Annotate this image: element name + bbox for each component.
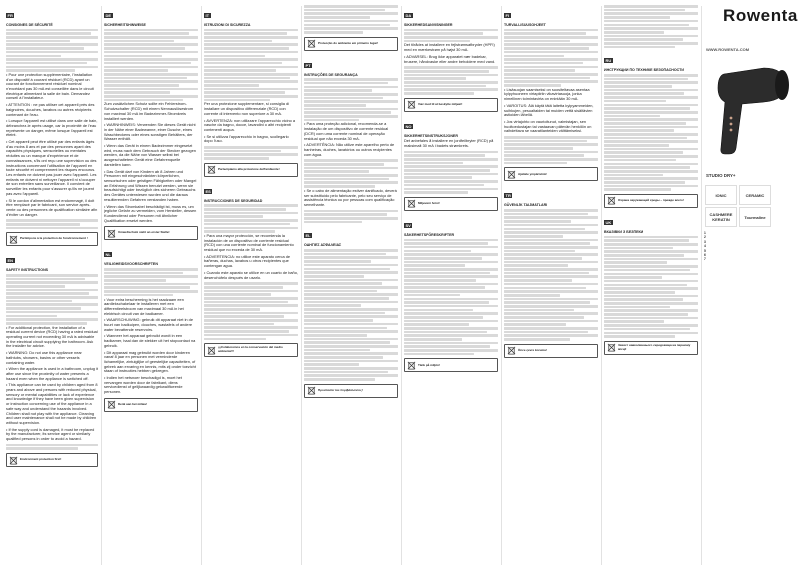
safety-paragraph: • Wenn das Gerät in einem Badezimmer eingesetzt wird, muss nach dem Gebrauch der Stecker gezogen werden, da die Nähe von Wasser selbst bei ausgeschaltetem Gerät eine Gefahrenquelle darstellen kann.	[104, 143, 196, 167]
recycle-icon	[207, 165, 216, 174]
environment-text: Ajattele ympäristöä!	[518, 171, 547, 176]
legend-item: 3	[704, 239, 706, 244]
safety-paragraph: • WAARSCHUWING: gebruik dit apparaat niet in de buurt van badkuipen, douches, wastafels of andere water bevattende reservoirs.	[104, 317, 194, 332]
language-tag: FI	[505, 13, 510, 18]
website-link[interactable]: WWW.ROWENTA.COM	[706, 47, 750, 52]
environment-banner	[6, 232, 98, 246]
section-title: SIKKERHETSINSTRUKSJONER	[404, 133, 458, 138]
environment-banner	[604, 341, 698, 355]
language-tag: NL	[105, 252, 111, 258]
safety-paragraph: • Voor extra bescherming is het raadzaam een aardlekschakelaar te installeren met een differentieelstroom van maximaal 30 mA in het elektrisch circuit van de badkamer.	[104, 296, 184, 316]
environment-text: Umweltschutz steht an erster Stelle!	[118, 230, 170, 235]
environment-banner	[6, 453, 98, 467]
environment-banner	[504, 167, 598, 181]
section-title: SÄKERHETSFÖRESKRIFTER	[404, 232, 455, 237]
feature-tourmaline: Tourmaline	[739, 207, 771, 227]
language-tag: PT	[305, 62, 311, 68]
recycle-icon	[307, 39, 316, 48]
section-title: TURVALLISUUSOHJEET	[504, 23, 546, 27]
language-tag: UK	[605, 219, 612, 225]
legend-item: 1	[704, 231, 706, 235]
safety-paragraph: • Si le cordon d'alimentation est endommagé, il doit être remplacé par le fabricant, son service après-vente ou des personnes de qualification similaire afin d'éviter un danger.	[6, 197, 98, 217]
column-2	[104, 4, 198, 567]
safety-paragraph: • Lisäsuojan saamiseksi on suositeltavaa asentaa kylpyhuoneen virtapiiriin vikavirtasuoja, jonka nimellinen toimintavirta on enintään 30 mA.	[504, 86, 590, 102]
feature-ceramic: CERAMIC	[739, 185, 771, 205]
legend-item: 7	[704, 257, 706, 262]
section-title: INSTRUÇÕES DE SEGURANÇA	[304, 72, 358, 77]
environment-banner	[504, 344, 598, 358]
language-tag: SV	[405, 222, 411, 228]
language-tag: EN	[7, 258, 14, 264]
environment-text: Miljøvern først!	[418, 200, 440, 205]
safety-paragraph: • ADVARSEL: Brug ikke apparatet nær badekar, brusere, håndvaske eller andre beholdere med vand.	[404, 53, 496, 64]
environment-text: ¡¡¡Colaboremos en la conservación del medio ambiente!!!	[218, 345, 283, 354]
legend-item: 2	[704, 235, 706, 240]
safety-paragraph: • Pour une protection supplémentaire, l'installation d'un dispositif à courant résiduel (RCD) ayant un courant de fonctionnement résiduel nominal n'excédant pas 30 mA est conseillée dans le circuit électrique alimentant la salle de bain. Demandez conseil à l'installateur.	[6, 71, 94, 101]
environment-text: Tänk på miljön!	[418, 362, 441, 367]
feature-ionic: IONIC	[705, 185, 737, 205]
environment-text: Environment protection first!	[20, 457, 62, 462]
section-title: SIKKERHEDSANVISNINGER	[404, 23, 453, 27]
recycle-icon	[407, 199, 416, 208]
language-tag: NO	[405, 123, 412, 129]
safety-paragraph: • Das Gerät darf von Kindern ab 8 Jahren und Personen mit eingeschränkten körperlichen, sensorischen oder geistigen Fähigkeiten oder Mangel an Erfahrung und Wissen benutzt werden, wenn sie beaufsichtigt oder bezüglich des sicheren Gebrauchs des Gerätes unterwiesen wurden und die daraus resultierenden Gefahren verstanden haben.	[104, 168, 197, 202]
safety-paragraph: Zum zusätzlichen Schutz sollte ein Fehlerstrom-Schutzschalter (RCD) mit einem Nennauslösestrom von maximal 30 mA im Badezimmer-Stromkreis installiert werden.	[104, 101, 194, 121]
safety-paragraph: • Wenn das Stromkabel beschädigt ist, muss es, um jegliche Gefahr zu vermeiden, vom Hersteller, dessen Kundendienst oder Personen mit ähnlicher Qualifikation ersetzt werden.	[104, 203, 197, 223]
safety-paragraph: • ATTENTION : ne pas utiliser cet appareil près des baignoires, douches, lavabos ou autres récipients contenant de l'eau.	[6, 102, 95, 117]
environment-banner	[404, 197, 498, 211]
column-7	[604, 4, 698, 567]
hair-dryer-illustration	[704, 58, 798, 162]
legend-item: 5	[704, 248, 706, 253]
safety-paragraph: • ADVERTENCIA: no utilice este aparato cerca de bañeras, duchas, lavabos u otros recipientes que contengan agua.	[204, 253, 291, 269]
safety-paragraph: • WARNHINWEIS: Verwenden Sie dieses Gerät nicht in der Nähe einer Badewanne, einer Dusche, eines Waschbeckens oder eines sonstigen Behälters, der Wasser enthält.	[104, 122, 196, 142]
section-title: GÜVENLİK TALİMATLARI	[504, 203, 548, 208]
recycle-icon	[207, 346, 216, 355]
safety-paragraph: Det tilrådes at installere en fejlstrømsafbryder (HPFI) med en mærkestrøm på højst 30 mA.	[404, 42, 495, 53]
legend-item: 4	[704, 244, 706, 249]
section-title: CONSIGNES DE SÉCURITÉ	[6, 23, 53, 27]
environment-text: Partecipiamo alla protezione dell'ambiente!	[218, 166, 280, 171]
recycle-icon	[507, 346, 516, 355]
section-title: VEILIGHEIDSVOORSCHRIFTEN	[104, 262, 158, 267]
safety-paragraph: • Cuando este aparato se utilice en un cuarto de baño, desenchúfelo después de usarlo.	[204, 269, 298, 280]
environment-text: Охрана окружающей среды – прежде всего!	[618, 198, 684, 203]
model-name: STUDIO DRY+	[706, 173, 736, 178]
safety-paragraph: • Indien het netsnoer beschadigd is, moet het vervangen worden door de fabrikant, diens servicedienst of gelijkwaardig gekwalificeerde personen.	[104, 375, 183, 395]
environment-banner	[104, 226, 198, 240]
safety-paragraph: • AVVERTENZA: non utilizzare l'apparecchio vicino a vasche da bagno, docce, lavandini o altri recipienti contenenti acqua.	[204, 117, 296, 132]
safety-paragraph: • Jos virtajohto on vaurioitunut, valmistajan, sen huoltoedustajan tai vastaavan pätevän henkilön on vaihdettava se vaaratilanteiden välttämiseksi.	[504, 118, 592, 134]
language-tag: DE	[105, 13, 112, 18]
recycle-icon	[607, 196, 616, 205]
environment-banner	[404, 358, 498, 372]
recycle-icon	[407, 361, 416, 370]
section-title: SAFETY INSTRUCTIONS	[6, 268, 49, 273]
language-tag: EL	[305, 233, 311, 239]
column-6	[504, 4, 598, 567]
environment-text: Önce çevre koruma!	[518, 347, 547, 352]
section-title: SICHERHEITSHINWEISE	[104, 23, 146, 27]
column-3	[204, 4, 298, 567]
environment-banner	[304, 384, 398, 398]
section-title: ВКАЗІВКИ З БЕЗПЕКИ	[604, 229, 644, 234]
recycle-icon	[507, 170, 516, 179]
language-tag: ES	[205, 188, 211, 194]
safety-paragraph: Det anbefales å installere en jordfeilbryter (RCD) på maksimalt 30 mA i badets strømkrets.	[404, 138, 494, 148]
environment-text: Protecção do ambiente em primeiro lugar!	[318, 40, 379, 45]
column-1	[6, 4, 98, 567]
safety-paragraph: • Para una mayor protección, se recomienda la instalación de un dispositivo de corriente residual (RCD) con una corriente nominal de funcionamiento residual que no exceda de 30 mA.	[204, 232, 294, 253]
safety-paragraph: • Wanneer het apparaat gebruikt wordt in een badkamer, haal dan de stekker uit het stopcontact na gebruik.	[104, 333, 196, 348]
cover-panel	[704, 4, 798, 567]
environment-banner	[604, 194, 698, 208]
environment-banner	[204, 343, 298, 357]
environment-text: Προστασία του περιβάλλοντος!	[318, 387, 363, 392]
recycle-icon	[9, 235, 18, 244]
recycle-icon	[107, 229, 116, 238]
recycle-icon	[607, 343, 616, 352]
recycle-icon	[307, 386, 316, 395]
environment-banner	[104, 398, 198, 412]
recycle-icon	[407, 100, 416, 109]
safety-paragraph: • WARNING: Do not use this appliance near bathtubs, showers, basins or other vessels containing water.	[6, 350, 82, 365]
environment-text: Vær med til at beskytte miljøet!	[418, 101, 463, 106]
recycle-icon	[9, 456, 18, 465]
rowenta-logo: Rowenta	[722, 6, 798, 25]
recycle-icon	[107, 400, 116, 409]
safety-paragraph: • Lorsque l'appareil est utilisé dans une salle de bain, débranchez-le après usage, car la proximité de l'eau représente un danger, même lorsque l'appareil est éteint.	[6, 118, 98, 138]
environment-banner	[204, 163, 298, 177]
environment-text: Захист навколишнього середовища на першому місці!	[618, 342, 691, 351]
environment-banner	[304, 37, 398, 51]
language-tag: RU	[605, 58, 612, 64]
safety-paragraph: • This appliance can be used by children aged from 8 years and above and persons with reduced physical, sensory or mental capabilities or lack of experience and knowledge if they have been given supervision or instruction concerning use of the appliance in a safe way and understand the hazards involved. Children shall not play with the appliance. Cleaning and user maintenance shall not be made by children without supervision.	[6, 382, 98, 425]
column-4	[304, 4, 398, 567]
section-title: INSTRUCCIONES DE SEGURIDAD	[204, 198, 263, 203]
language-tag: TR	[505, 193, 511, 199]
column-5	[404, 4, 498, 567]
language-tag: DA	[405, 13, 412, 18]
safety-paragraph: • Dit apparaat mag gebruikt worden door kinderen vanaf 8 jaar en personen met verminderde lichamelijke, zintuiglijke of geestelijke capaciteiten, of gebrek aan ervaring en kennis, mits zij onder toezicht staan of instructies hebben gekregen.	[104, 349, 196, 374]
safety-paragraph: • Para uma proteção adicional, recomenda-se a instalação de um dispositivo de corrente residual (DCR) com uma corrente nominal de operação residual que não exceda 30 mA.	[304, 121, 389, 141]
safety-paragraph: • ADVERTÊNCIA: Não utilize este aparelho perto de banheiras, duches, lavatórios ou outros recipientes com água.	[304, 142, 395, 157]
safety-paragraph: • If the supply cord is damaged, it must be replaced by the manufacturer, its service agent or similarly qualified persons in order to avoid a hazard.	[6, 426, 95, 442]
environment-text: Participons à la protection de l'environnement !	[20, 236, 88, 241]
language-tag: FR	[7, 13, 13, 18]
section-title: ИНСТРУКЦИИ ПО ТЕХНИКЕ БЕЗОПАСНОСТИ	[604, 68, 684, 73]
safety-paragraph: • When the appliance is used in a bathroom, unplug it after use since the proximity of water presents a hazard even when the appliance is switched off.	[6, 366, 98, 381]
feature-keratin: CASHMERE KERATIN	[705, 207, 737, 227]
section-title: ΟΔΗΓΙΕΣ ΑΣΦΑΛΕΙΑΣ	[304, 243, 342, 248]
environment-banner	[404, 98, 498, 112]
safety-paragraph: • Cet appareil peut être utilisé par des enfants âgés d'au moins 8 ans et par des personnes ayant des capacités physiques, sensorielles ou mentales réduites ou un manque d'expérience et de connaissances, s'ils ont reçu une supervision ou des instructions concernant l'utilisation de l'appareil en toute sécurité et comprennent les risques encourus. Les enfants ne doivent pas jouer avec l'appareil. Les enfants ne doivent ni nettoyer l'appareil ni s'occuper de son entretien sans surveillance. Il convient de surveiller les enfants pour s'assurer qu'ils ne jouent pas avec l'appareil.	[6, 139, 97, 196]
environment-text: Denk aan het milieu!	[118, 401, 148, 406]
safety-paragraph: • Se si utilizza l'apparecchio in bagno, scollegarlo dopo l'uso.	[204, 133, 289, 144]
safety-paragraph: • For additional protection, the installation of a residual current device (RCD) having a rated residual operating current not exceeding 30 mA is advisable in the electrical circuit supplying the bathroom. Ask the installer for advice.	[6, 324, 98, 349]
legend-item: 6	[704, 253, 706, 258]
section-title: ISTRUZIONI DI SICUREZZA	[204, 23, 251, 27]
language-tag: IT	[205, 13, 210, 18]
safety-paragraph: • VAROITUS: Älä käytä tätä laitetta kylpyammeiden, suihkujen, pesualtaiden tai muiden vettä sisältävien astioiden lähellä.	[504, 102, 594, 118]
safety-paragraph: Per una protezione supplementare, si consiglia di installare un dispositivo differenziale (RCD) con corrente di intervento non superiore a 30 mA.	[204, 101, 289, 116]
safety-paragraph: • Se o cabo de alimentação estiver danificado, deverá ser substituído pelo fabricante, pelo seu serviço de assistência técnica ou por pessoas com qualificação semelhante.	[304, 187, 397, 207]
